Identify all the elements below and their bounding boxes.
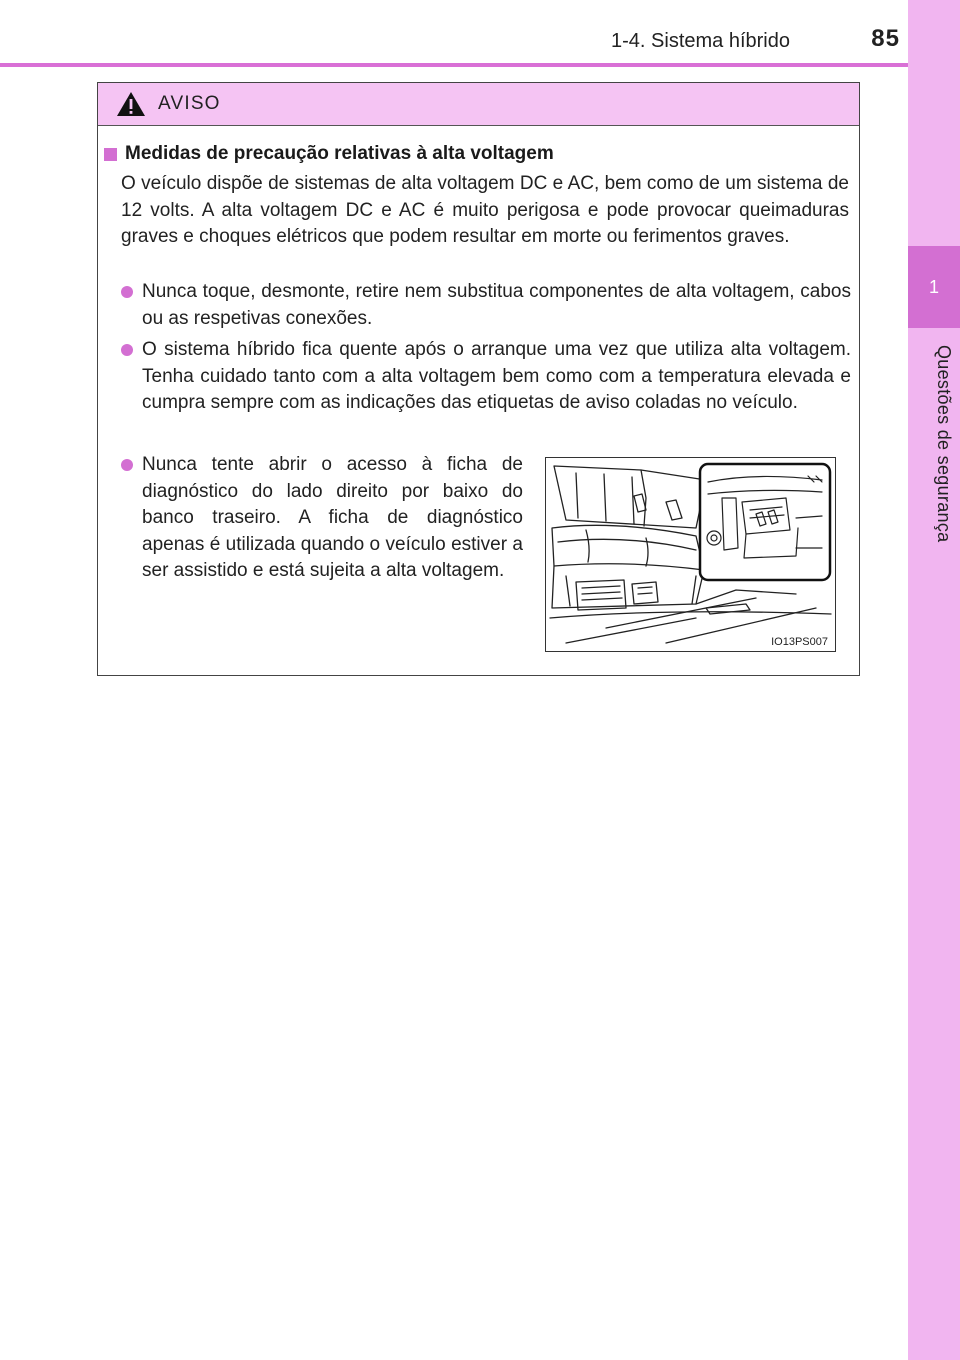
header-section-title: 1-4. Sistema híbrido bbox=[611, 30, 790, 52]
list-item-text: Nunca toque, desmonte, retire nem substitua componentes de alta voltagem, cabos ou as respetivas conexões. bbox=[142, 281, 851, 329]
section-heading-text: Medidas de precaução relativas à alta voltagem bbox=[125, 143, 554, 164]
side-tab-chapter-number[interactable]: 1 bbox=[908, 246, 960, 328]
warning-label: AVISO bbox=[158, 93, 221, 114]
figure-code: IO13PS007 bbox=[771, 636, 828, 648]
list-item bbox=[121, 337, 851, 417]
warning-header bbox=[98, 83, 859, 126]
list-item-text: Nunca tente abrir o acesso à ficha de diagnóstico do lado direito por baixo do banco traseiro. A ficha de diagnóstico apenas é utilizada quando o veículo estiver a ser assistido e está sujeita a alta voltagem. bbox=[142, 454, 523, 581]
intro-paragraph: O veículo dispõe de sistemas de alta voltagem DC e AC, bem como de um sistema de 12 volts. A alta voltagem DC e AC é muito perigosa e pode provocar queimaduras graves e choques elétricos que podem resultar em morte ou ferimentos graves. bbox=[121, 173, 849, 247]
round-bullet-icon bbox=[121, 459, 133, 471]
side-tab-chapter-title: Questões de segurança bbox=[934, 345, 954, 543]
page-number: 85 bbox=[871, 25, 900, 52]
figure-illustration bbox=[546, 458, 834, 650]
list-item bbox=[121, 452, 523, 585]
square-bullet-icon bbox=[104, 148, 117, 161]
round-bullet-icon bbox=[121, 286, 133, 298]
list-item bbox=[121, 279, 851, 332]
warning-triangle-icon bbox=[116, 91, 146, 117]
header-rule bbox=[0, 63, 908, 67]
figure-diagnostic-plug-location bbox=[545, 457, 836, 652]
warning-box bbox=[97, 82, 860, 676]
side-tab bbox=[908, 0, 960, 1360]
section-heading bbox=[104, 143, 554, 165]
round-bullet-icon bbox=[121, 344, 133, 356]
list-item-text: O sistema híbrido fica quente após o arranque uma vez que utiliza alta voltagem. Tenha cuidado tanto com a alta voltagem bem como com a temperatura elevada e cumpra sempre com as indicações das etiquetas de aviso coladas no veículo. bbox=[142, 339, 851, 413]
